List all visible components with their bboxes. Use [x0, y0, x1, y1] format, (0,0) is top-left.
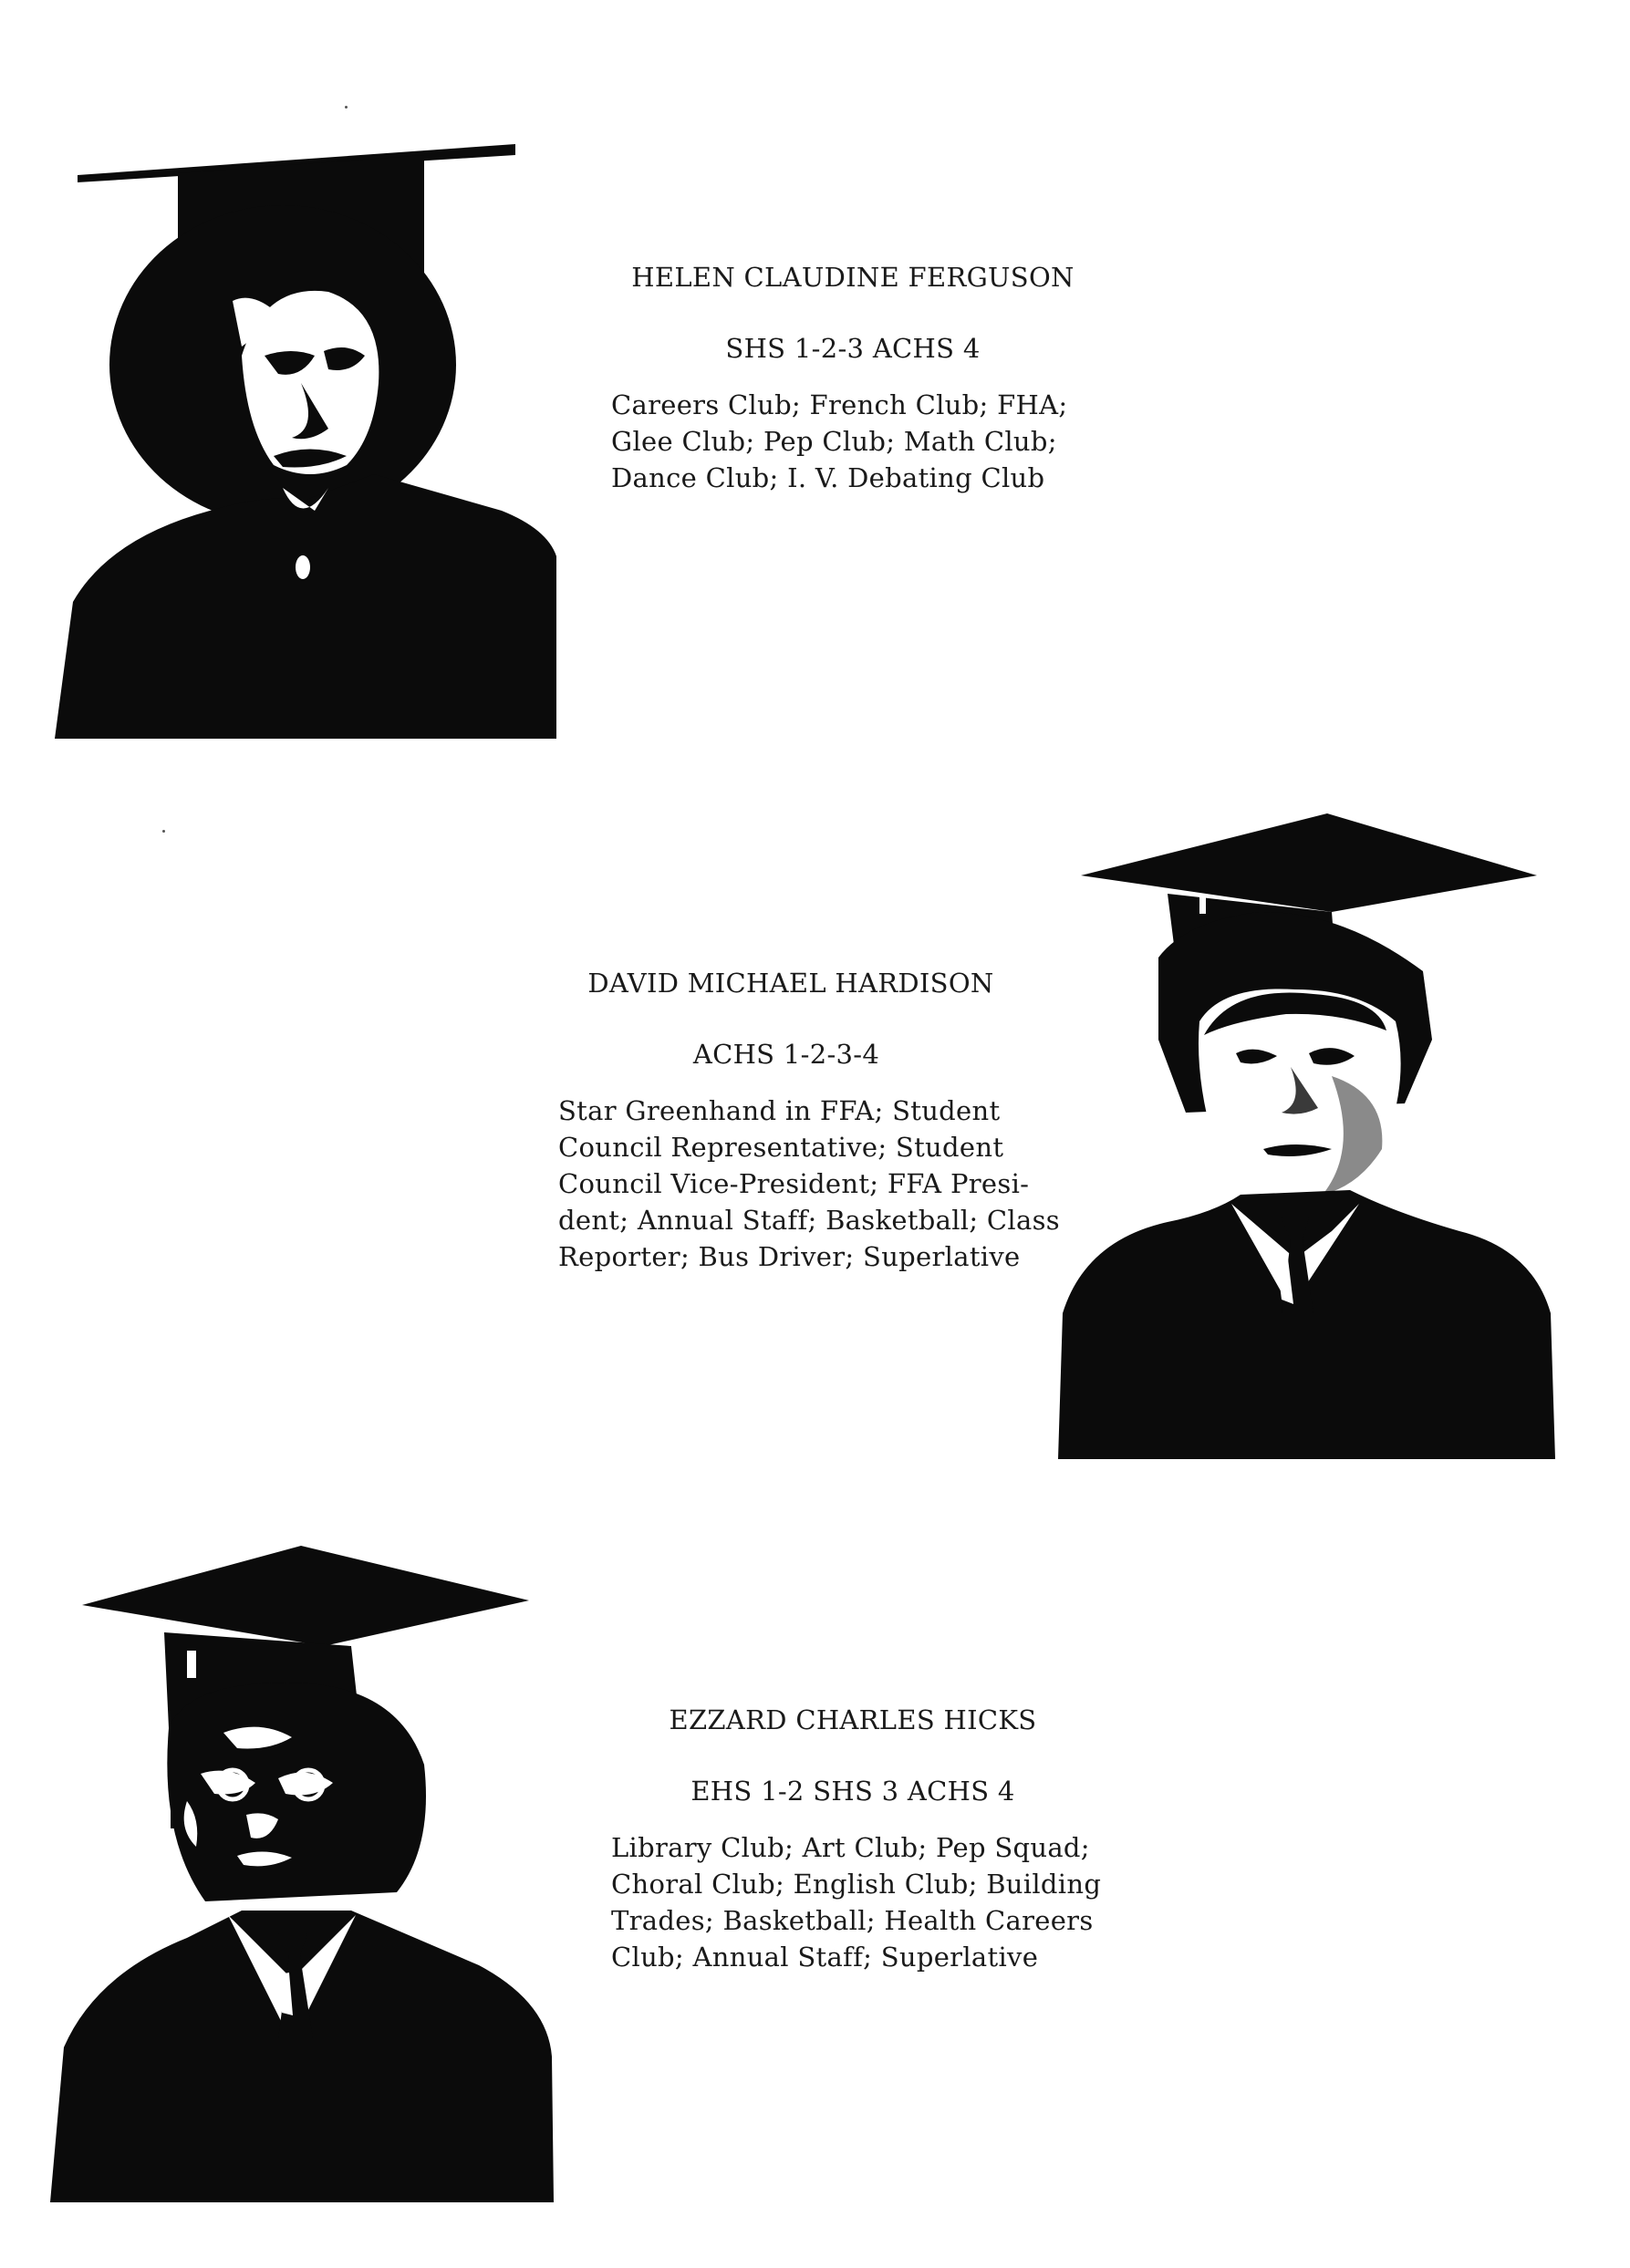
activity-line: Glee Club; Pep Club; Math Club;: [611, 426, 1057, 457]
activity-line: dent; Annual Staff; Basketball; Class: [558, 1205, 1060, 1236]
page-speck: [162, 830, 165, 833]
senior-activities: [611, 387, 1095, 496]
activity-line: Council Vice-President; FFA Presi-: [558, 1168, 1030, 1199]
senior-name: DAVID MICHAEL HARDISON: [587, 968, 994, 999]
activity-line: Choral Club; English Club; Building: [611, 1869, 1102, 1900]
activity-line: Reporter; Bus Driver; Superlative: [558, 1241, 1021, 1272]
portrait-helen-ferguson: [55, 128, 566, 739]
senior-entry-helen-ferguson: [611, 259, 1095, 496]
activity-line: Careers Club; French Club; FHA;: [611, 389, 1068, 420]
senior-activities: [611, 1829, 1102, 1975]
portrait-ezzard-hicks: [50, 1546, 561, 2202]
senior-name: HELEN CLAUDINE FERGUSON: [631, 262, 1075, 293]
senior-entry-david-hardison: [558, 965, 1060, 1275]
senior-name: EZZARD CHARLES HICKS: [669, 1704, 1037, 1735]
portrait-david-hardison: [1058, 803, 1555, 1459]
senior-schools: ACHS 1-2-3-4: [692, 1039, 880, 1070]
senior-schools: SHS 1-2-3 ACHS 4: [725, 333, 981, 364]
activity-line: Dance Club; I. V. Debating Club: [611, 462, 1045, 493]
activity-line: Trades; Basketball; Health Careers: [611, 1905, 1094, 1936]
senior-schools: EHS 1-2 SHS 3 ACHS 4: [690, 1776, 1015, 1807]
senior-entry-ezzard-hicks: [611, 1702, 1102, 1975]
activity-line: Library Club; Art Club; Pep Squad;: [611, 1832, 1090, 1863]
activity-line: Star Greenhand in FFA; Student: [558, 1095, 1001, 1126]
activity-line: Club; Annual Staff; Superlative: [611, 1942, 1039, 1973]
page-speck: [345, 106, 348, 109]
activity-line: Council Representative; Student: [558, 1132, 1004, 1163]
senior-activities: [558, 1093, 1060, 1275]
